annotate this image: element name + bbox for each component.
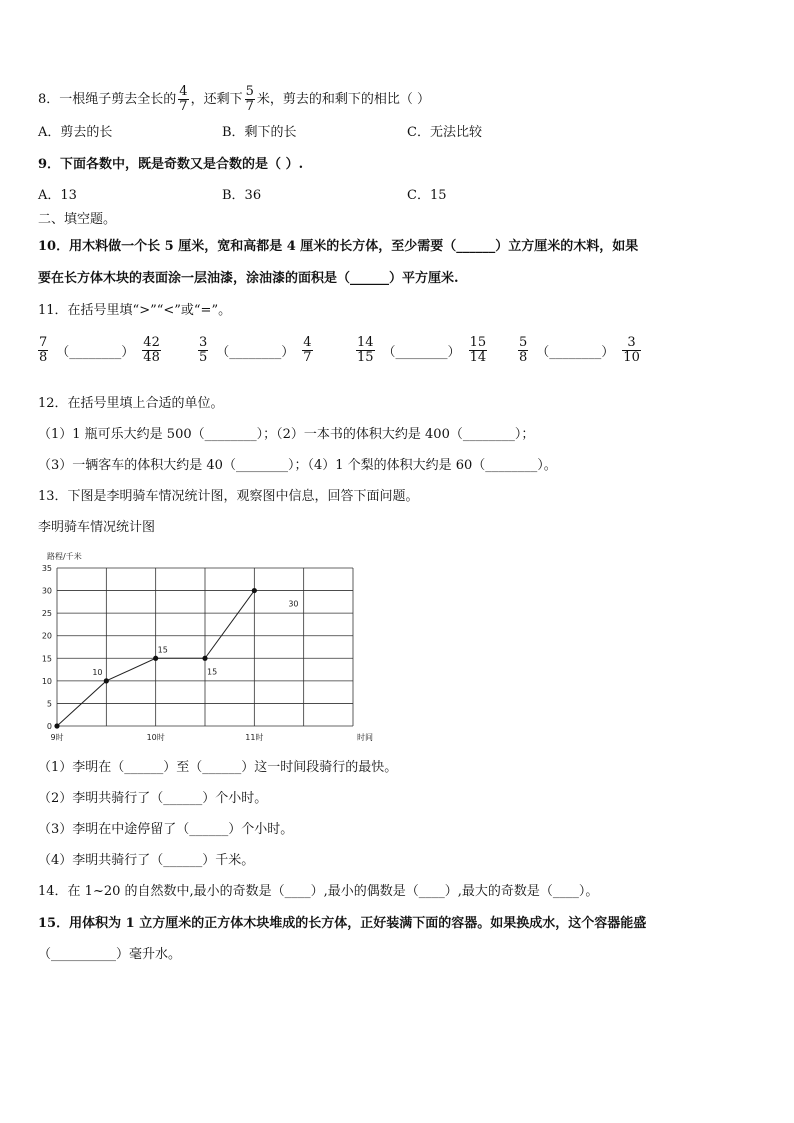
y-tick-label: 10 xyxy=(41,676,52,686)
q11-pair-1 xyxy=(36,336,163,365)
q13-sub4: （4）李明共骑行了（______）千米。 xyxy=(38,853,255,868)
y-tick-label: 35 xyxy=(41,564,52,573)
y-axis-label: 路程/千米 xyxy=(47,552,82,561)
q14-stem: 14．在 1~20 的自然数中,最小的奇数是（____）,最小的偶数是（____）,最大的奇数是（____）。 xyxy=(38,884,599,899)
q11-pair-2 xyxy=(196,336,315,365)
x-tick-label: 9时 xyxy=(50,733,64,742)
fraction: $\frac{14}{15}$ xyxy=(357,335,374,365)
q9-option-c[interactable]: C．15 xyxy=(407,188,447,203)
x-tick-label: 10时 xyxy=(146,733,165,742)
q13-sub1: （1）李明在（______）至（______）这一时间段骑行的最快。 xyxy=(38,760,398,775)
y-tick-label: 5 xyxy=(46,699,52,709)
q8-option-c[interactable]: C．无法比较 xyxy=(407,125,482,140)
fraction: $\frac{7}{8}$ xyxy=(39,335,48,365)
q8-middle: ，还剩下 xyxy=(190,92,243,107)
q8-option-b[interactable]: B．剩下的长 xyxy=(222,125,297,140)
q15-line2: （__________）毫升水。 xyxy=(38,947,182,962)
y-tick-label: 30 xyxy=(41,586,52,596)
line-chart xyxy=(30,548,390,748)
answer-blank[interactable]: （________） xyxy=(536,345,615,360)
q9-option-a[interactable]: A．13 xyxy=(38,188,77,203)
q9-stem: 9．下面各数中，既是奇数又是合数的是（ ）. xyxy=(38,157,304,172)
q8-fraction-cut: $\frac{4}{7}$ xyxy=(179,84,188,114)
fraction: $\frac{3}{5}$ xyxy=(199,335,208,365)
q8-prefix: 8．一根绳子剪去全长的 xyxy=(38,92,177,107)
q11-comparison-row xyxy=(36,336,756,376)
q12-line1: （1）1 瓶可乐大约是 500（________）；（2）一本书的体积大约是 400（________）； xyxy=(38,427,535,442)
fraction: $\frac{3}{10}$ xyxy=(623,335,640,365)
fraction: $\frac{5}{8}$ xyxy=(519,335,528,365)
data-point xyxy=(104,678,109,683)
y-tick-label: 20 xyxy=(41,631,52,641)
x-tick-label: 11时 xyxy=(245,733,264,742)
fraction: $\frac{42}{48}$ xyxy=(143,335,160,365)
x-axis-label: 时间 xyxy=(357,733,373,742)
data-label: 10 xyxy=(92,667,103,677)
y-tick-label: 0 xyxy=(46,722,52,731)
q8-option-a[interactable]: A．剪去的长 xyxy=(38,125,113,140)
q13-stem: 13．下图是李明骑车情况统计图，观察图中信息，回答下面问题。 xyxy=(38,489,419,504)
q10-line1: 10．用木料做一个长 5 厘米，宽和高都是 4 厘米的长方体，至少需要（______）立方厘米的木料，如果 xyxy=(38,239,639,254)
data-label: 30 xyxy=(288,599,299,609)
q9-option-b[interactable]: B．36 xyxy=(222,188,262,203)
q11-stem: 11．在括号里填“>”“<”或“=”。 xyxy=(38,303,232,318)
q11-pair-4 xyxy=(516,336,643,365)
q12-line2: （3）一辆客车的体积大约是 40（________）；（4）1 个梨的体积大约是 60（________）。 xyxy=(38,458,557,473)
q8-suffix: 米，剪去的和剩下的相比（ ） xyxy=(256,92,430,107)
y-tick-label: 15 xyxy=(41,654,52,664)
y-tick-label: 25 xyxy=(41,609,52,619)
q11-pair-3 xyxy=(354,336,489,365)
answer-blank[interactable]: （________） xyxy=(56,345,135,360)
section-heading: 二、填空题。 xyxy=(38,212,117,227)
q15-line1: 15．用体积为 1 立方厘米的正方体木块堆成的长方体，正好装满下面的容器。如果换成水，这个容器能盛 xyxy=(38,916,647,931)
data-point xyxy=(153,656,158,661)
fraction: $\frac{4}{7}$ xyxy=(303,335,312,365)
data-label: 15 xyxy=(207,667,218,677)
q12-stem: 12．在括号里填上合适的单位。 xyxy=(38,396,224,411)
data-point xyxy=(54,723,59,728)
chart-title: 李明骑车情况统计图 xyxy=(38,520,156,535)
q13-sub2: （2）李明共骑行了（______）个小时。 xyxy=(38,791,268,806)
fraction: $\frac{15}{14}$ xyxy=(469,335,487,365)
q8-stem xyxy=(38,84,430,116)
q8-fraction-left: $\frac{5}{7}$ xyxy=(245,84,254,114)
q13-sub3: （3）李明在中途停留了（______）个小时。 xyxy=(38,822,294,837)
answer-blank[interactable]: （________） xyxy=(216,345,295,360)
data-point xyxy=(252,588,257,593)
data-label: 15 xyxy=(157,645,168,655)
data-point xyxy=(202,656,207,661)
answer-blank[interactable]: （________） xyxy=(382,345,461,360)
q10-line2: 要在长方体木块的表面涂一层油漆，涂油漆的面积是（______）平方厘米. xyxy=(38,271,459,286)
